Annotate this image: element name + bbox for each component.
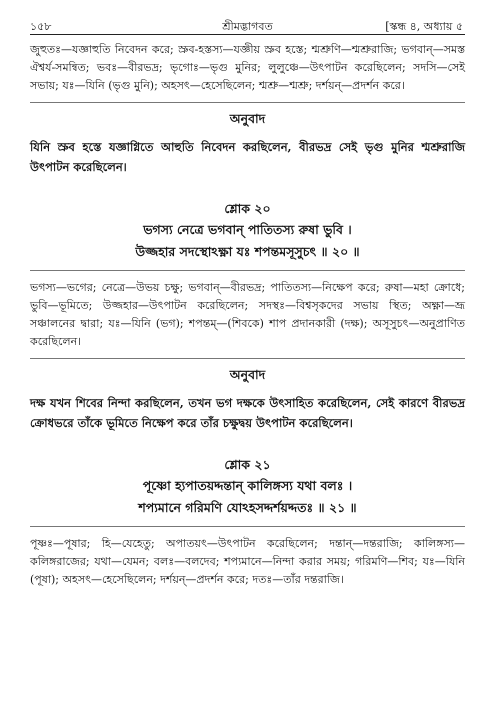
book-page — [30, 14, 465, 589]
verse-title-21: শ্লোক ২১ — [224, 457, 271, 472]
verse-title-20: শ্লোক ২০ — [224, 201, 271, 216]
divider — [30, 270, 465, 271]
divider — [30, 526, 465, 527]
synonyms-block-19: জুহুতঃ—যজ্ঞাহুতি নিবেদন করে; স্রুব-হস্তস্য—যজ্ঞীয় স্রুব হস্তে; শ্মশ্রুণি—শ্মশ্রুরাজি; ভগবান্—সমস্ত ঐশ্বর্য-সমন্বিত; ভবঃ—বীরভদ্র; ভৃগোঃ—ভৃগু মুনির; লুলুঞ্চে—উৎপাটন করেছিলেন; সদসি—সেই সভায়; যঃ—যিনি (ভৃগু মুনি); অহসৎ—হেসেছিলেন; শ্মশ্রু—শ্মশ্রু; দর্শয়ন্—প্রদর্শন করে। — [30, 43, 465, 92]
divider — [30, 102, 465, 103]
translation-heading: অনুবাদ — [229, 111, 266, 126]
translation-19: যিনি স্রুব হস্তে যজ্ঞাগ্নিতে আহুতি নিবেদন করছিলেন, বীরভদ্র সেই ভৃগু মুনির শ্মশ্রুরাজি উৎপাটন করেছিলেন। — [30, 140, 465, 174]
verse-21-line-2: শপ্যমানে গরিমণি যোঽহসদ্দর্শয়দ্দতঃ ॥ ২১ ॥ — [138, 500, 357, 515]
page-header — [30, 14, 465, 34]
synonyms-block-20: ভগস্য—ভগের; নেত্রে—উভয় চক্ষু; ভগবান্—বীরভদ্র; পাতিতস্য—নিক্ষেপ করে; রুষা—মহা ক্রোধে; ভুবি—ভূমিতে; উজ্জহার—উৎপাটন করেছিলেন; সদস্থঃ—বিশ্বসৃকদের সভায় স্থিত; অক্ষ্ণা—ভ্রূ সঞ্চালনের দ্বারা; যঃ—যিনি (ভগ); শপন্তম্—(শিবকে) শাপ প্রদানকারী (দক্ষ); অসূসুচৎ—অনুপ্রাণিত করেছিলেন। — [30, 281, 465, 348]
verse-21-line-1: পূষ্ণো হ্যপাতয়দ্দন্তান্ কালিঙ্গস্য যথা বলঃ । — [142, 478, 353, 493]
synonyms-block-21: পূষ্ণঃ—পূষার; হি—যেহেতু; অপাতয়ৎ—উৎপাটন করেছিলেন; দন্তান্—দন্তরাজি; কালিঙ্গস্য—কলিঙ্গরাজের; যথা—যেমন; বলঃ—বলদেব; শপ্যমানে—নিন্দা করার সময়; গরিমণি—শিব; যঃ—যিনি (পূষা); অহসৎ—হেসেছিলেন; দর্শয়ন্—প্রদর্শন করে; দতঃ—তাঁর দন্তরাজি। — [30, 537, 465, 586]
verse-20-line-1: ভগস্য নেত্রে ভগবান্ পাতিতস্য রুষা ভুবি । — [143, 222, 352, 237]
page-number: ১৫৮ — [30, 20, 52, 33]
translation-20: দক্ষ যখন শিবের নিন্দা করছিলেন, তখন ভগ দক্ষকে উৎসাহিত করেছিলেন, সেই কারণে বীরভদ্র ক্রোধভরে তাঁকে ভূমিতে নিক্ষেপ করে তাঁর চক্ষুদ্বয় উৎপাটন করেছিলেন। — [30, 396, 465, 430]
chapter-reference: [স্কন্ধ ৪, অধ্যায় ৫ — [385, 20, 463, 33]
verse-20-line-2: উজ্জহার সদস্থোঽক্ষ্ণা যঃ শপন্তমসূসুচৎ ॥ ২০ ॥ — [135, 244, 360, 259]
translation-heading: অনুবাদ — [229, 367, 266, 382]
divider — [30, 358, 465, 359]
book-title: শ্রীমদ্ভাগবত — [222, 20, 273, 33]
